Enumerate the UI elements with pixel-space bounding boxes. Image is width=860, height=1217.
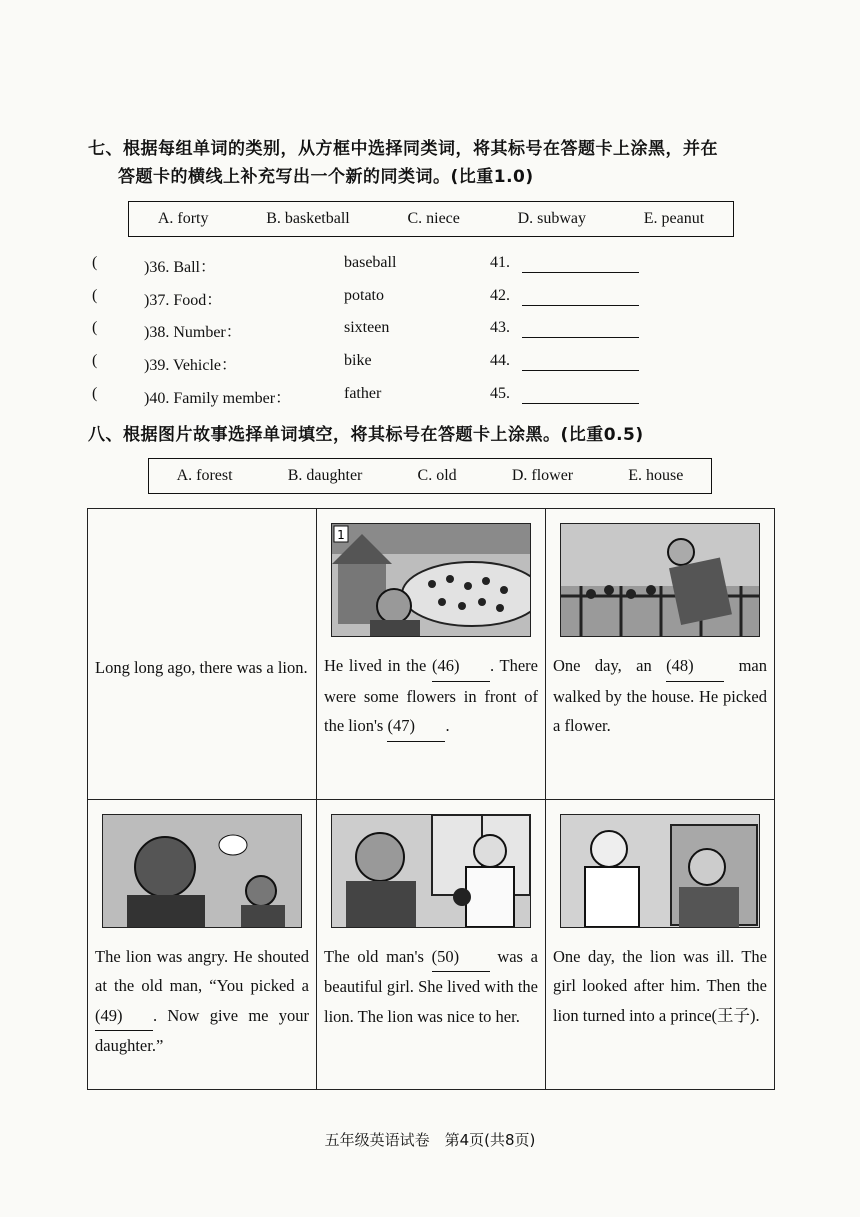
- option-a: A. forest: [176, 467, 233, 484]
- story-cell-4: [88, 799, 317, 1090]
- story-text-4: The lion was angry. He shouted at the old man, “You picked a (49) . Now give me your daughter.”: [95, 946, 309, 1055]
- answer-line[interactable]: [522, 305, 639, 306]
- option-b: B. basketball: [266, 210, 350, 227]
- option-b: B. daughter: [287, 467, 363, 484]
- blank-50[interactable]: (50): [432, 942, 490, 973]
- story-cell-2: [317, 509, 546, 800]
- section8-heading: 八、根据图片故事选择单词填空，将其标号在答题卡上涂黑。(比重0.5): [88, 425, 644, 445]
- story-table: [87, 508, 775, 1090]
- answer-line[interactable]: [522, 272, 639, 273]
- blank-47[interactable]: (47): [387, 711, 445, 742]
- option-e: E. house: [628, 467, 684, 484]
- blank-49[interactable]: (49): [95, 1001, 153, 1032]
- story-picture-old-man-daughter: [331, 814, 531, 928]
- story-cell-1: [88, 509, 317, 800]
- story-text-1: Long long ago, there was a lion.: [95, 658, 308, 677]
- story-text-6: One day, the lion was ill. The girl looked after him. Then the lion turned into a prince(王子).: [553, 946, 767, 1025]
- answer-line[interactable]: [522, 337, 639, 338]
- answer-line[interactable]: [522, 370, 639, 371]
- option-d: D. flower: [511, 467, 574, 484]
- option-c: C. niece: [407, 210, 460, 227]
- story-text-2: He lived in the (46) . There were some flowers in front of the lion's (47) .: [324, 651, 538, 742]
- story-cell-5: [317, 799, 546, 1090]
- question-row-38: ( )38. Number： sixteen 43.: [92, 315, 652, 345]
- option-c: C. old: [417, 467, 457, 484]
- page-footer: 五年级英语试卷 第4页(共8页): [324, 1131, 536, 1149]
- story-text-5: The old man's (50) was a beautiful girl. She lived with the lion. The lion was nice to her.: [324, 942, 538, 1032]
- section8-word-box: [148, 458, 712, 494]
- question-row-40: ( )40. Family member： father 45.: [92, 381, 652, 411]
- option-d: D. subway: [517, 210, 587, 227]
- story-picture-house-flowers: [331, 523, 531, 637]
- section7-word-box: [128, 201, 734, 237]
- picture-number: 1: [337, 528, 345, 542]
- question-row-39: ( )39. Vehicle： bike 44.: [92, 348, 652, 378]
- story-picture-angry-lion: [102, 814, 302, 928]
- option-e: E. peanut: [643, 210, 705, 227]
- blank-46[interactable]: (46): [432, 651, 490, 682]
- story-picture-old-man-flower: [560, 523, 760, 637]
- story-cell-3: [546, 509, 775, 800]
- question-row-37: ( )37. Food： potato 42.: [92, 283, 652, 313]
- option-a: A. forty: [157, 210, 209, 227]
- section7-heading: 七、根据每组单词的类别，从方框中选择同类词，将其标号在答题卡上涂黑，并在 答题卡的横线上补充写出一个新的同类词。(比重1.0): [88, 139, 718, 187]
- blank-48[interactable]: (48): [666, 651, 724, 682]
- answer-line[interactable]: [522, 403, 639, 404]
- story-picture-prince: [560, 814, 760, 928]
- story-cell-6: [546, 799, 775, 1090]
- story-text-3: One day, an (48) man walked by the house. He picked a flower.: [553, 651, 767, 741]
- question-row-36: ( )36. Ball： baseball 41.: [92, 250, 652, 280]
